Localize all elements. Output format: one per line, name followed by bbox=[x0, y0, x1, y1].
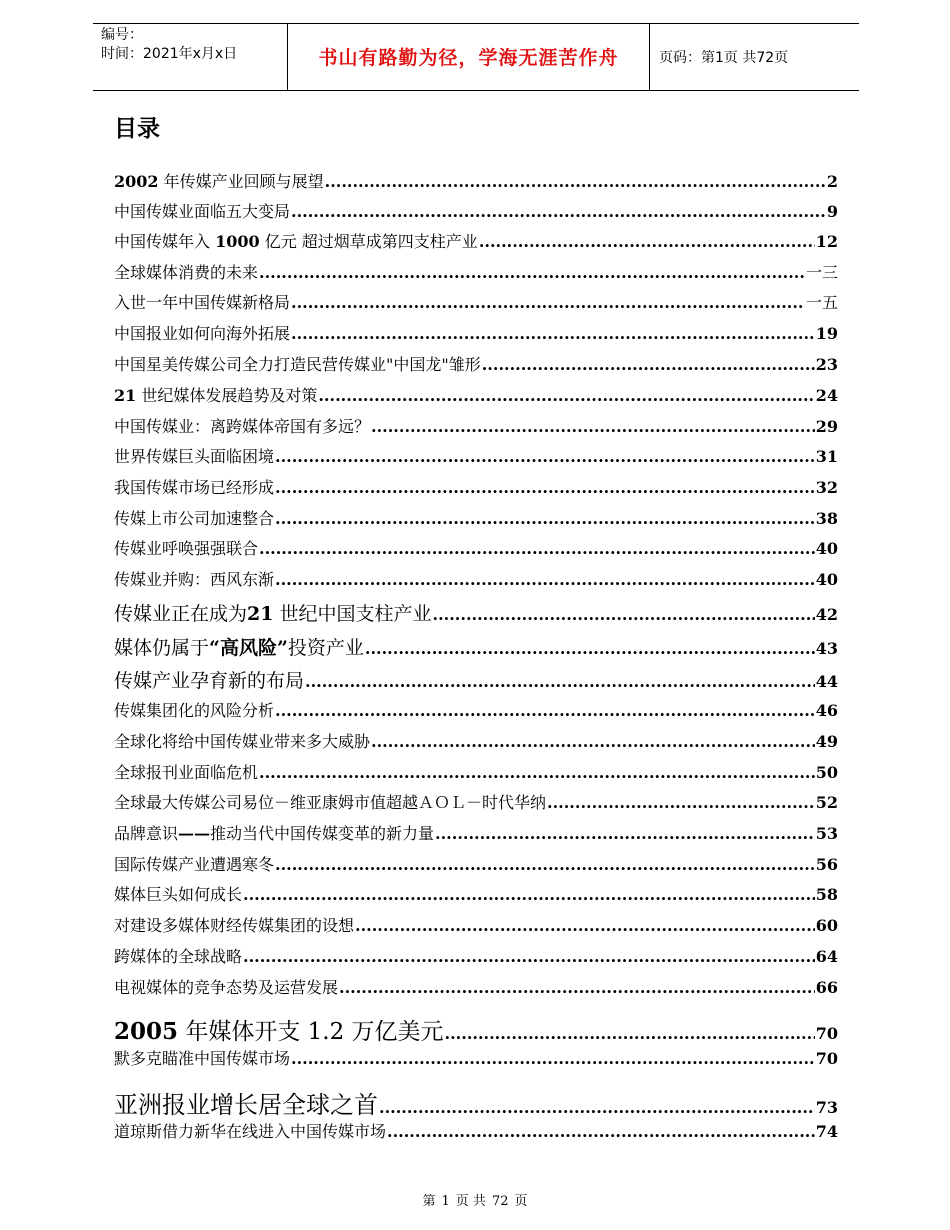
toc-dot-leader bbox=[259, 763, 815, 782]
toc-entry-page: 74 bbox=[815, 1122, 838, 1141]
toc-entry-title: 道琼斯借力新华在线进入中国传媒市场 bbox=[114, 1122, 387, 1141]
toc-entry-page: 50 bbox=[815, 763, 838, 782]
toc-entry-title: 传媒上市公司加速整合 bbox=[114, 509, 275, 528]
header-table bbox=[93, 23, 859, 91]
toc-entry[interactable] bbox=[114, 1046, 838, 1069]
toc-entry-page: 42 bbox=[815, 605, 838, 624]
toc-entry-title: 全球化将给中国传媒业带来多大威胁 bbox=[114, 732, 371, 751]
toc-entry-page: 一三 bbox=[805, 263, 838, 282]
toc-entry-page: 24 bbox=[815, 386, 838, 405]
toc-entry[interactable] bbox=[114, 790, 838, 813]
toc-dot-leader bbox=[291, 202, 826, 221]
header-meta-cell bbox=[93, 24, 288, 90]
toc-entry[interactable] bbox=[114, 944, 838, 967]
toc-entry-page: 60 bbox=[815, 916, 838, 935]
toc-entry[interactable] bbox=[114, 567, 838, 590]
toc-entry[interactable] bbox=[114, 1013, 838, 1046]
toc-entry-title: 全球报刊业面临危机 bbox=[114, 763, 259, 782]
toc-entry-title: 传媒业呼唤强强联合 bbox=[114, 539, 259, 558]
toc-dot-leader bbox=[482, 355, 815, 374]
toc-entry[interactable] bbox=[114, 290, 838, 313]
toc-dot-leader bbox=[371, 417, 815, 436]
toc-entry[interactable] bbox=[114, 229, 838, 252]
toc-dot-leader bbox=[291, 324, 815, 343]
toc-entry-title: 国际传媒产业遭遇寒冬 bbox=[114, 855, 275, 874]
toc-dot-leader bbox=[259, 263, 805, 282]
toc-entry-page: 46 bbox=[815, 701, 838, 720]
footer-total-pages: 72 bbox=[491, 1194, 509, 1209]
toc-dot-leader bbox=[433, 605, 815, 624]
toc-entry-page: 70 bbox=[815, 1049, 838, 1068]
toc-entry-page: 23 bbox=[815, 355, 838, 374]
toc-dot-leader bbox=[275, 478, 815, 497]
toc-entry[interactable] bbox=[114, 729, 838, 752]
toc-entry-page: 70 bbox=[815, 1024, 838, 1043]
toc-entry-title: 传媒产业孕育新的布局 bbox=[114, 670, 305, 692]
toc-dot-leader bbox=[275, 447, 815, 466]
toc-entry[interactable] bbox=[114, 599, 838, 626]
header-page-cell bbox=[650, 24, 859, 90]
toc-entry-title: 2005 年媒体开支 1.2 万亿美元 bbox=[114, 1018, 444, 1045]
toc-entry-title: 品牌意识——推动当代中国传媒变革的新力量 bbox=[114, 824, 435, 843]
toc-dot-leader bbox=[445, 1024, 815, 1043]
page-code: 页码：第1页 共72页 bbox=[659, 50, 789, 66]
toc-entry-title: 传媒业正在成为21 世纪中国支柱产业 bbox=[114, 603, 432, 625]
toc-entry[interactable] bbox=[114, 199, 838, 222]
toc-entry[interactable] bbox=[114, 383, 838, 406]
toc-dot-leader bbox=[435, 824, 815, 843]
toc-entry-page: 19 bbox=[815, 324, 838, 343]
toc-entry[interactable] bbox=[114, 666, 838, 693]
toc-dot-leader bbox=[291, 1049, 815, 1068]
toc-dot-leader bbox=[305, 672, 815, 691]
toc-entry[interactable] bbox=[114, 352, 838, 375]
toc-dot-leader bbox=[365, 639, 815, 658]
toc-entry-page: 一五 bbox=[805, 293, 838, 312]
toc-entry-title: 传媒业并购：西风东渐 bbox=[114, 570, 275, 589]
toc-entry-page: 40 bbox=[815, 539, 838, 558]
toc-dot-leader bbox=[387, 1122, 815, 1141]
toc-entry-page: 43 bbox=[815, 639, 838, 658]
toc-entry-page: 52 bbox=[815, 793, 838, 812]
toc-entry-title: 21 世纪媒体发展趋势及对策 bbox=[114, 386, 318, 405]
toc-dot-leader bbox=[379, 1098, 815, 1117]
toc-entry[interactable] bbox=[114, 821, 838, 844]
toc-entry-page: 73 bbox=[815, 1098, 838, 1117]
toc-entry-title: 亚洲报业增长居全球之首 bbox=[114, 1091, 378, 1119]
toc-entry[interactable] bbox=[114, 475, 838, 498]
toc-dot-leader bbox=[547, 793, 815, 812]
toc-entry-title: 2002 年传媒产业回顾与展望 bbox=[114, 172, 324, 191]
toc-entry[interactable] bbox=[114, 260, 838, 283]
toc-entry[interactable] bbox=[114, 321, 838, 344]
toc-dot-leader bbox=[291, 293, 805, 312]
toc-entry-title: 传媒集团化的风险分析 bbox=[114, 701, 275, 720]
toc-entry-title: 中国传媒业：离跨媒体帝国有多远？ bbox=[114, 417, 371, 436]
toc-dot-leader bbox=[371, 732, 815, 751]
toc-entry-page: 49 bbox=[815, 732, 838, 751]
toc-entry-page: 32 bbox=[815, 478, 838, 497]
toc-dot-leader bbox=[275, 855, 815, 874]
toc-entry[interactable] bbox=[114, 1119, 838, 1142]
toc-entry-title: 跨媒体的全球战略 bbox=[114, 947, 243, 966]
toc-entry-page: 2 bbox=[826, 172, 838, 191]
toc-entry-page: 38 bbox=[815, 509, 838, 528]
toc-dot-leader bbox=[275, 570, 815, 589]
toc-entry-page: 53 bbox=[815, 824, 838, 843]
time-label: 时间：2021年x月x日 bbox=[101, 46, 238, 62]
toc-entry[interactable] bbox=[114, 506, 838, 529]
toc-dot-leader bbox=[275, 509, 815, 528]
toc-entry-page: 44 bbox=[815, 672, 838, 691]
toc-dot-leader bbox=[479, 232, 815, 251]
toc-entry-title: 默多克瞄准中国传媒市场 bbox=[114, 1049, 291, 1068]
toc-entry[interactable] bbox=[114, 882, 838, 905]
toc-entry-title: 中国传媒业面临五大变局 bbox=[114, 202, 291, 221]
toc-entry-title: 世界传媒巨头面临困境 bbox=[114, 447, 275, 466]
serial-label: 编号： bbox=[101, 27, 143, 43]
toc-entry[interactable] bbox=[114, 852, 838, 875]
toc-entry-page: 40 bbox=[815, 570, 838, 589]
footer-page-number: 1 bbox=[441, 1194, 450, 1209]
toc-entry[interactable] bbox=[114, 169, 838, 192]
toc-entry[interactable] bbox=[114, 536, 838, 559]
motto: 书山有路勤为径，学海无涯苦作舟 bbox=[318, 47, 619, 69]
toc-entry-page: 66 bbox=[815, 978, 838, 997]
toc-entry-page: 29 bbox=[815, 417, 838, 436]
toc-entry[interactable] bbox=[114, 913, 838, 936]
toc-entry-title: 媒体巨头如何成长 bbox=[114, 885, 243, 904]
page-footer: 第 1 页 共 72 页 bbox=[422, 1194, 528, 1209]
toc-entry-title: 全球最大传媒公司易位－维亚康姆市值超越ＡＯＬ－时代华纳 bbox=[114, 793, 547, 812]
toc-dot-leader bbox=[339, 978, 815, 997]
toc-entry-page: 31 bbox=[815, 447, 838, 466]
toc-entry-title: 电视媒体的竞争态势及运营发展 bbox=[114, 978, 339, 997]
toc-entry-title: 全球媒体消费的未来 bbox=[114, 263, 259, 282]
toc-entry-page: 58 bbox=[815, 885, 838, 904]
toc-entry-title: 入世一年中国传媒新格局 bbox=[114, 293, 291, 312]
toc-entry-title: 我国传媒市场已经形成 bbox=[114, 478, 275, 497]
toc-entry[interactable] bbox=[114, 1085, 838, 1120]
toc-dot-leader bbox=[318, 386, 814, 405]
toc-dot-leader bbox=[355, 916, 815, 935]
toc-entry-title: 中国报业如何向海外拓展 bbox=[114, 324, 291, 343]
toc-title: 目录 bbox=[114, 116, 160, 142]
header-motto-cell bbox=[288, 24, 650, 90]
toc-entry-page: 64 bbox=[815, 947, 838, 966]
toc-dot-leader bbox=[325, 172, 826, 191]
toc-entry[interactable] bbox=[114, 414, 838, 437]
toc-entry[interactable] bbox=[114, 975, 838, 998]
toc-entry[interactable] bbox=[114, 698, 838, 721]
toc-entry-title: 中国传媒年入 1000 亿元 超过烟草成第四支柱产业 bbox=[114, 232, 478, 251]
toc-entry[interactable] bbox=[114, 760, 838, 783]
toc-dot-leader bbox=[259, 539, 815, 558]
toc-entry[interactable] bbox=[114, 633, 838, 660]
toc-entry[interactable] bbox=[114, 444, 838, 467]
toc-entry-page: 9 bbox=[826, 202, 838, 221]
toc-entry-page: 12 bbox=[815, 232, 838, 251]
toc-entry-title: 媒体仍属于“高风险”投资产业 bbox=[114, 637, 364, 659]
toc-dot-leader bbox=[275, 701, 815, 720]
toc-entry-title: 中国星美传媒公司全力打造民营传媒业"中国龙"雏形 bbox=[114, 355, 481, 374]
toc-entry-page: 56 bbox=[815, 855, 838, 874]
toc-dot-leader bbox=[243, 885, 815, 904]
toc-entry-title: 对建设多媒体财经传媒集团的设想 bbox=[114, 916, 355, 935]
toc-dot-leader bbox=[243, 947, 815, 966]
